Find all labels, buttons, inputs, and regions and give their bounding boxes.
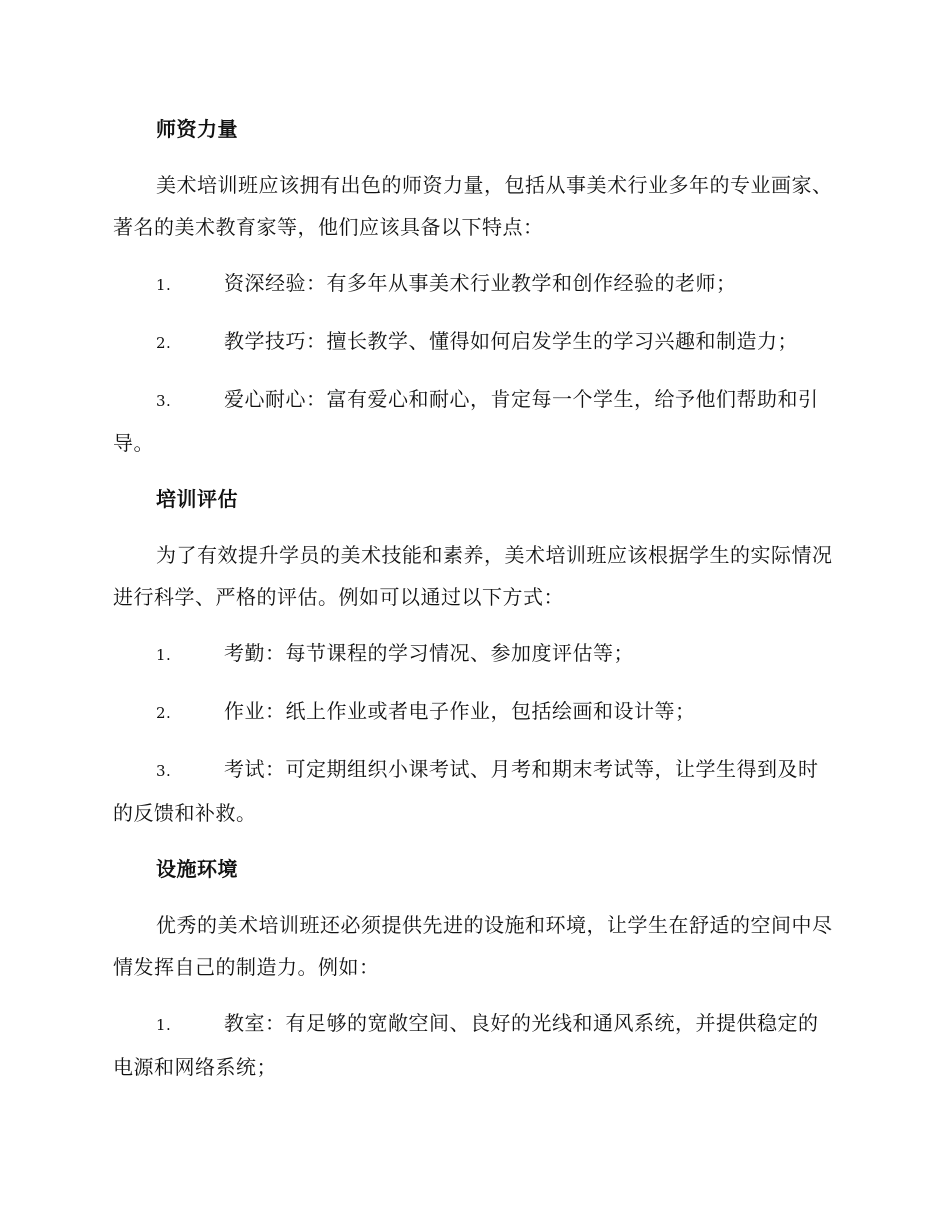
list-item-text: 爱心耐心：富有爱心和耐心，肯定每一个学生，给予他们帮助和引导。 bbox=[113, 387, 819, 455]
list-item bbox=[113, 748, 837, 834]
list-item bbox=[113, 690, 837, 734]
section-intro: 优秀的美术培训班还必须提供先进的设施和环境，让学生在舒适的空间中尽情发挥自己的制造力。例如： bbox=[113, 913, 833, 979]
list-item-text: 教学技巧：擅长教学、懂得如何启发学生的学习兴趣和制造力； bbox=[224, 329, 798, 353]
section-assessment bbox=[113, 478, 837, 834]
section-heading: 师资力量 bbox=[156, 117, 238, 141]
section-intro: 美术培训班应该拥有出色的师资力量，包括从事美术行业多年的专业画家、著名的美术教育家等，他们应该具备以下特点： bbox=[113, 173, 833, 239]
list-number: 2. bbox=[156, 704, 172, 722]
document-body bbox=[113, 108, 837, 1102]
section-intro: 为了有效提升学员的美术技能和素养，美术培训班应该根据学生的实际情况进行科学、严格的评估。例如可以通过以下方式： bbox=[113, 543, 833, 609]
list-number: 1. bbox=[156, 276, 172, 294]
list-item-text: 资深经验：有多年从事美术行业教学和创作经验的老师； bbox=[224, 271, 737, 295]
list-item-text: 教室：有足够的宽敞空间、良好的光线和通风系统，并提供稳定的电源和网络系统； bbox=[113, 1011, 819, 1079]
list-item-text: 考勤：每节课程的学习情况、参加度评估等； bbox=[224, 641, 634, 665]
section-faculty bbox=[113, 108, 837, 464]
section-facilities bbox=[113, 848, 837, 1088]
list-item-text: 作业：纸上作业或者电子作业，包括绘画和设计等； bbox=[224, 699, 696, 723]
list-number: 2. bbox=[156, 334, 172, 352]
list-item bbox=[113, 320, 837, 364]
section-heading: 培训评估 bbox=[156, 487, 238, 511]
list-item bbox=[113, 262, 837, 306]
section-heading: 设施环境 bbox=[156, 857, 238, 881]
list-item bbox=[113, 632, 837, 676]
list-item bbox=[113, 378, 837, 464]
list-item bbox=[113, 1002, 837, 1088]
list-number: 3. bbox=[156, 762, 172, 780]
list-item-text: 考试：可定期组织小课考试、月考和期末考试等，让学生得到及时的反馈和补救。 bbox=[113, 757, 819, 825]
list-number: 3. bbox=[156, 392, 172, 410]
list-number: 1. bbox=[156, 646, 172, 664]
list-number: 1. bbox=[156, 1016, 172, 1034]
